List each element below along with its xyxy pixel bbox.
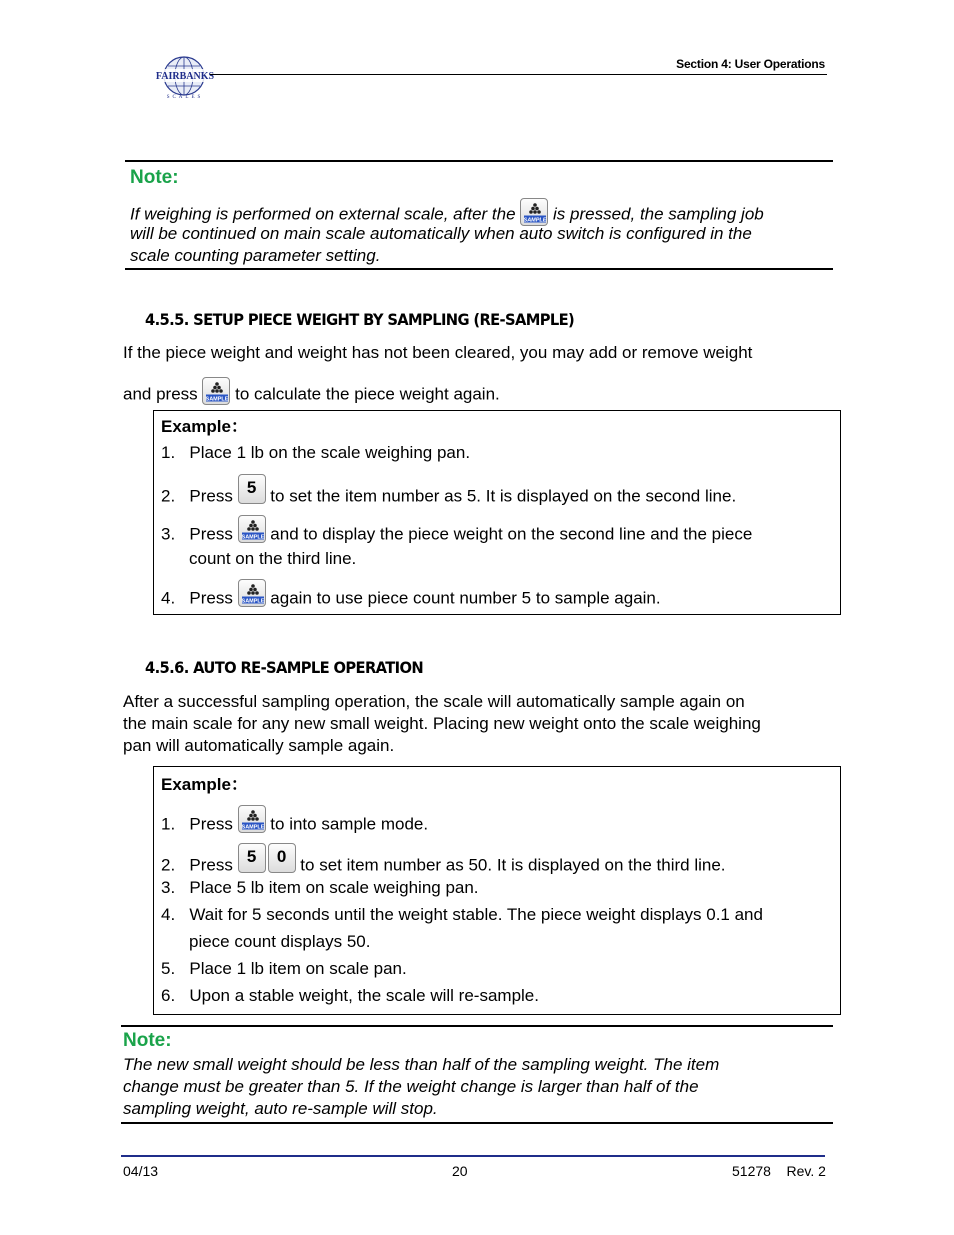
sample-key-icon — [238, 515, 266, 543]
list-item: 3. Place 5 lb item on scale weighing pan. — [161, 878, 479, 897]
note-text-line: change must be greater than 5. If the weight change is larger than half of the — [123, 1077, 699, 1096]
svg-text:SAMPLE: SAMPLE — [241, 824, 265, 831]
footer-date: 04/13 — [123, 1163, 159, 1179]
sample-key-icon — [520, 198, 548, 226]
list-item-continued: count on the third line. — [189, 549, 357, 568]
paragraph: If the piece weight and weight has not been cleared, you may add or remove weight — [123, 343, 753, 362]
note-label: Note: — [123, 1030, 172, 1051]
footer-rule — [121, 1155, 825, 1157]
note-text-line: If weighing is performed on external scale, after the SAMPLE is pressed, the sampling job — [130, 201, 764, 229]
list-item: 5. Place 1 lb item on scale pan. — [161, 959, 407, 978]
paragraph: After a successful sampling operation, the scale will automatically sample again on — [123, 692, 745, 711]
note-text-line: scale counting parameter setting. — [130, 246, 381, 265]
sample-key-icon — [238, 579, 266, 607]
sample-key-icon — [238, 805, 266, 833]
section-title: Section 4: User Operations — [676, 57, 825, 71]
paragraph: and press SAMPLE to calculate the piece weight again. — [123, 381, 500, 409]
list-item: 6. Upon a stable weight, the scale will re-sample. — [161, 986, 539, 1005]
section-heading: 4.5.6. AUTO RE-SAMPLE OPERATION — [145, 658, 424, 677]
document-number: 51278 Rev. 2 — [732, 1163, 826, 1179]
paragraph: the main scale for any new small weight. Placing new weight onto the scale weighing — [123, 714, 761, 733]
example-title: Example： — [161, 775, 248, 794]
example-title: Example： — [161, 417, 248, 436]
note-text-line: will be continued on main scale automatically when auto switch is configured in the — [130, 224, 752, 243]
note-text-line: sampling weight, auto re-sample will stop. — [123, 1099, 438, 1118]
key-5-icon: 5 — [238, 474, 266, 504]
sample-key-icon — [202, 377, 230, 405]
note-box — [125, 160, 833, 270]
list-item: 3. Press SAMPLE and to display the piece weight on the second line and the piece — [161, 521, 752, 549]
header-rule — [210, 74, 827, 75]
svg-text:SAMPLE: SAMPLE — [523, 217, 547, 224]
fairbanks-logo — [150, 52, 222, 100]
key-0-icon: 0 — [268, 843, 296, 873]
list-item: 1. Press SAMPLE to into sample mode. — [161, 811, 428, 839]
list-item: 4. Wait for 5 seconds until the weight stable. The piece weight displays 0.1 and — [161, 905, 763, 924]
list-item: 1. Place 1 lb on the scale weighing pan. — [161, 443, 471, 462]
svg-text:SAMPLE: SAMPLE — [205, 396, 229, 403]
note-text-line: The new small weight should be less than half of the sampling weight. The item — [123, 1055, 720, 1074]
section-heading: 4.5.5. SETUP PIECE WEIGHT BY SAMPLING (RE-SAMPLE) — [145, 310, 575, 329]
example-box — [153, 766, 841, 1015]
list-item: 4. Press SAMPLE again to use piece count number 5 to sample again. — [161, 585, 661, 613]
note-label: Note: — [130, 167, 179, 188]
paragraph: pan will automatically sample again. — [123, 736, 395, 755]
example-box — [153, 410, 841, 615]
page-number: 20 — [452, 1163, 468, 1179]
list-item: 2. Press 5 0 to set item number as 50. It is displayed on the third line. — [161, 851, 726, 881]
svg-text:SAMPLE: SAMPLE — [241, 534, 265, 541]
list-item: 2. Press 5 to set the item number as 5. It is displayed on the second line. — [161, 482, 736, 512]
svg-text:SAMPLE: SAMPLE — [241, 598, 265, 605]
note-box — [121, 1025, 833, 1124]
list-item-continued: piece count displays 50. — [189, 932, 371, 951]
svg-text:SCALES: SCALES — [166, 95, 204, 100]
logo-text: FAIRBANKS — [155, 71, 215, 82]
key-5-icon: 5 — [238, 843, 266, 873]
